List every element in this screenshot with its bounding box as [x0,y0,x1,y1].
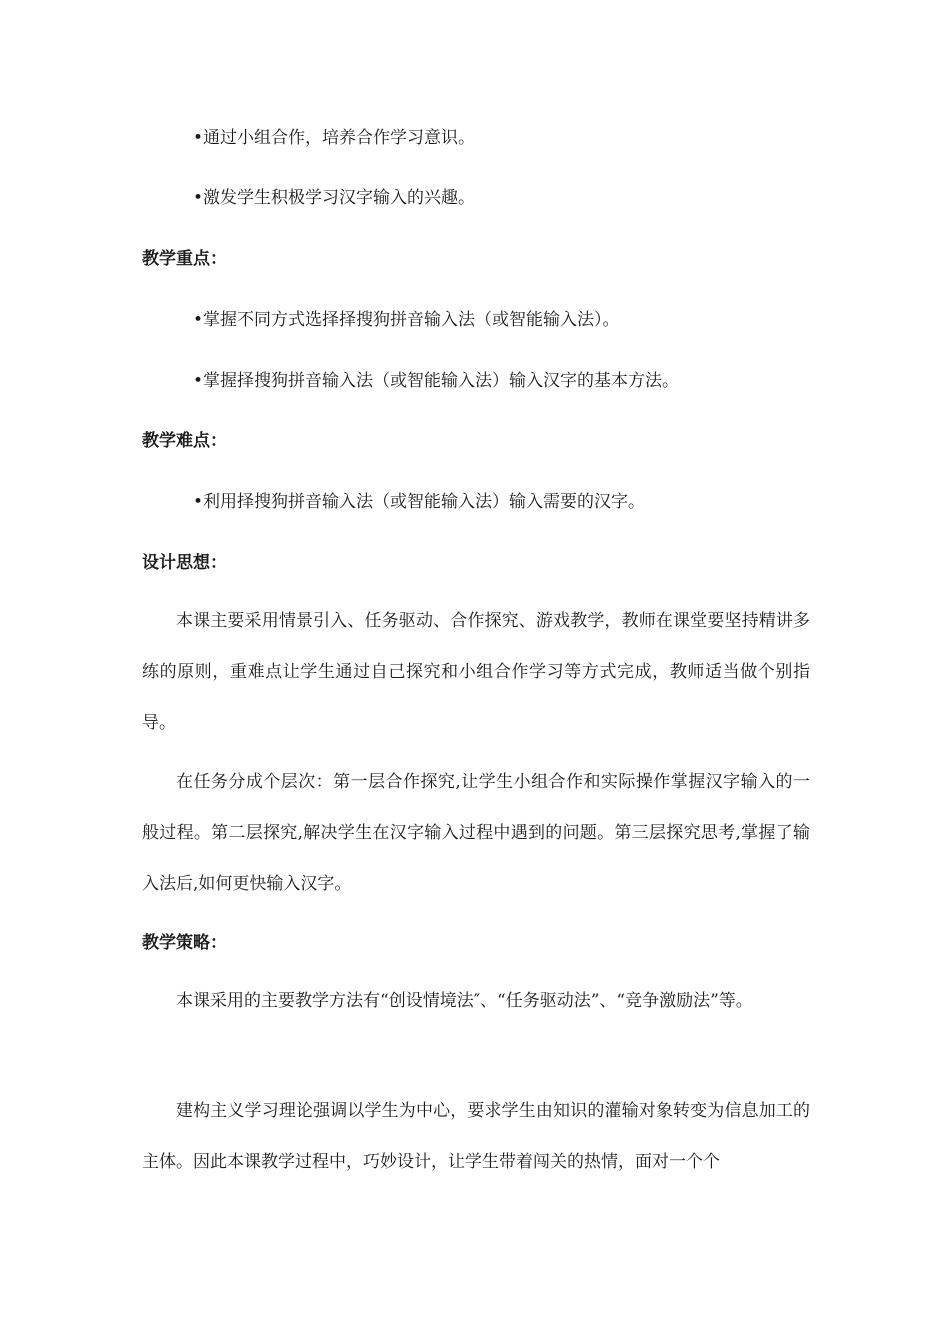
difficulty-item: •利用择搜狗拼音输入法（或智能输入法）输入需要的汉字。 [193,492,646,512]
objective-item: •激发学生积极学习汉字输入的兴趣。 [193,188,476,208]
key-points-heading: 教学重点： [142,249,227,269]
design-idea-paragraph: 在任务分成个层次：第一层合作探究,让学生小组合作和实际操作掌握汉字输入的一般过程。第二层探究,解决学生在汉字输入过程中遇到的问题。第三层探究思考,掌握了输入法后,如何更快输入汉字。 [142,772,810,894]
strategy-heading: 教学策略： [142,933,227,953]
design-idea-heading: 设计思想： [142,553,227,573]
design-idea-paragraph: 本课主要采用情景引入、任务驱动、合作探究、游戏教学，教师在课堂要坚持精讲多练的原则，重难点让学生通过自己探究和小组合作学习等方式完成，教师适当做个别指导。 [142,611,810,733]
key-point-item: •掌握择搜狗拼音输入法（或智能输入法）输入汉字的基本方法。 [193,371,680,391]
objective-item: •通过小组合作，培养合作学习意识。 [193,128,476,148]
key-point-item: •掌握不同方式选择择搜狗拼音输入法（或智能输入法）。 [193,310,620,330]
difficulties-heading: 教学难点： [142,431,227,451]
strategy-paragraph: 本课采用的主要教学方法有“创设情境法″、“任务驱动法”、“竞争激励法”等。 [176,991,753,1011]
strategy-paragraph: 建构主义学习理论强调以学生为中心，要求学生由知识的灌输对象转变为信息加工的主体。因此本课教学过程中，巧妙设计，让学生带着闯关的热情，面对一个个 [142,1101,810,1172]
